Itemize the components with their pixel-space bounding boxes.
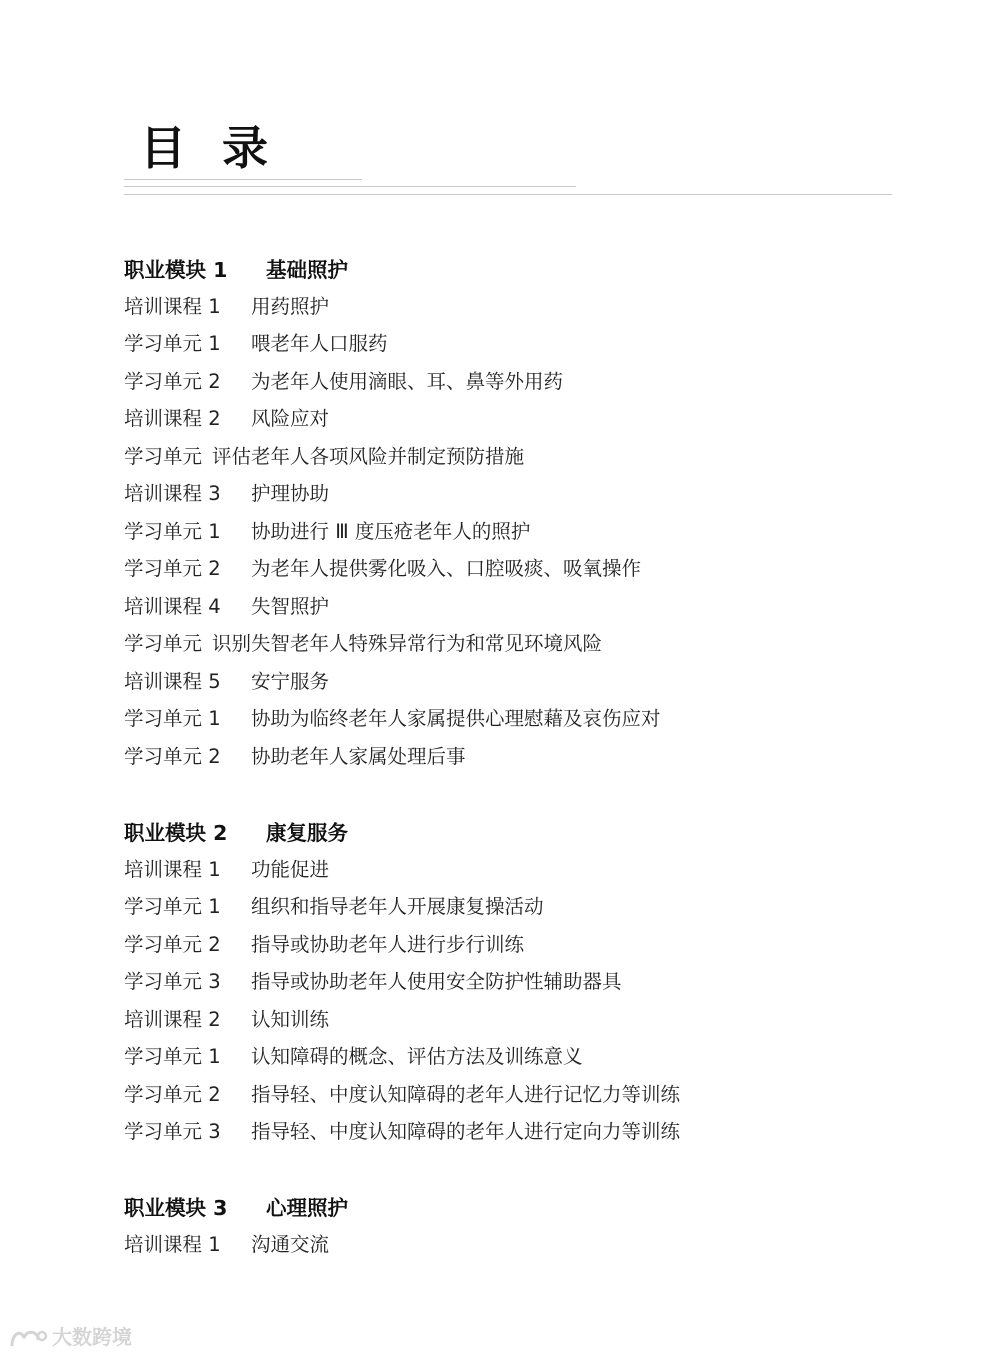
toc-entry-title: 基础照护 bbox=[266, 258, 348, 282]
toc-entry-number: 学习单元 2 bbox=[124, 557, 221, 580]
toc-entry-number: 学习单元 1 bbox=[124, 1045, 221, 1068]
toc-entry-title: 护理协助 bbox=[251, 482, 330, 505]
toc-entry-number: 学习单元 3 bbox=[124, 1120, 221, 1143]
toc-entry-number: 培训课程 5 bbox=[124, 670, 221, 693]
toc-entry-title: 协助为临终老年人家属提供心理慰藉及哀伤应对 bbox=[251, 707, 661, 730]
toc-entry-title: 指导或协助老年人使用安全防护性辅助器具 bbox=[251, 970, 622, 993]
toc-entry-title: 为老年人使用滴眼、耳、鼻等外用药 bbox=[251, 370, 564, 393]
toc-entry-title: 协助进行 Ⅲ 度压疮老年人的照护 bbox=[251, 520, 531, 543]
toc-entry-number: 培训课程 4 bbox=[124, 595, 221, 618]
toc-entry-title: 为老年人提供雾化吸入、口腔吸痰、吸氧操作 bbox=[251, 557, 642, 580]
toc-entry-number: 学习单元 1 bbox=[124, 895, 221, 918]
toc-entry-number: 学习单元 1 bbox=[124, 520, 221, 543]
toc-entry-title: 功能促进 bbox=[251, 858, 330, 881]
toc-entry-number: 学习单元 2 bbox=[124, 1083, 221, 1106]
toc-entry-number: 学习单元 1 bbox=[124, 332, 221, 355]
toc-entry-title: 康复服务 bbox=[266, 821, 348, 845]
toc-entry-title: 认知训练 bbox=[251, 1008, 330, 1031]
toc-entry-title: 风险应对 bbox=[251, 407, 330, 430]
toc-entry-title: 指导轻、中度认知障碍的老年人进行定向力等训练 bbox=[251, 1120, 681, 1143]
toc-entry-title: 认知障碍的概念、评估方法及训练意义 bbox=[251, 1045, 583, 1068]
toc-entry-number: 学习单元 bbox=[124, 445, 203, 468]
toc-entry-number: 学习单元 1 bbox=[124, 707, 221, 730]
toc-entry-number: 学习单元 2 bbox=[124, 933, 221, 956]
toc-entry-title: 协助老年人家属处理后事 bbox=[251, 745, 466, 768]
toc-entry-title: 组织和指导老年人开展康复操活动 bbox=[251, 895, 544, 918]
toc-entry-number: 培训课程 2 bbox=[124, 407, 221, 430]
toc-entry-number: 培训课程 3 bbox=[124, 482, 221, 505]
toc-entry-title: 用药照护 bbox=[251, 295, 330, 318]
toc-entry-title: 指导轻、中度认知障碍的老年人进行记忆力等训练 bbox=[251, 1083, 681, 1106]
toc-entry-title: 心理照护 bbox=[266, 1196, 348, 1220]
title-rule-long bbox=[124, 194, 892, 195]
toc-entry-title: 识别失智老年人特殊异常行为和常见环境风险 bbox=[212, 632, 603, 655]
toc-entry-number: 职业模块 2 bbox=[124, 821, 228, 845]
toc-entry-number: 学习单元 bbox=[124, 632, 203, 655]
watermark bbox=[8, 1322, 132, 1352]
toc-entry-title: 喂老年人口服药 bbox=[251, 332, 388, 355]
title-rule-short bbox=[124, 179, 362, 180]
toc-entry-number: 学习单元 2 bbox=[124, 745, 221, 768]
toc-entry-number: 培训课程 2 bbox=[124, 1008, 221, 1031]
toc-entry-title: 指导或协助老年人进行步行训练 bbox=[251, 933, 525, 956]
toc-entry-title: 安宁服务 bbox=[251, 670, 330, 693]
toc-entry-number: 职业模块 1 bbox=[124, 258, 228, 282]
toc-entry-title: 沟通交流 bbox=[251, 1233, 330, 1256]
toc-entry-number: 职业模块 3 bbox=[124, 1196, 228, 1220]
toc-entry-number: 培训课程 1 bbox=[124, 1233, 221, 1256]
toc-entry-title: 评估老年人各项风险并制定预防措施 bbox=[212, 445, 525, 468]
watermark-logo-icon bbox=[8, 1326, 48, 1352]
watermark-text: 大数跨境 bbox=[52, 1325, 132, 1349]
toc-entry-title: 失智照护 bbox=[251, 595, 330, 618]
title-rule-medium bbox=[124, 186, 576, 187]
toc-entry-number: 培训课程 1 bbox=[124, 858, 221, 881]
toc-entry-number: 培训课程 1 bbox=[124, 295, 221, 318]
toc-entry-number: 学习单元 2 bbox=[124, 370, 221, 393]
page-title: 目 录 bbox=[140, 121, 279, 175]
toc-entry-number: 学习单元 3 bbox=[124, 970, 221, 993]
